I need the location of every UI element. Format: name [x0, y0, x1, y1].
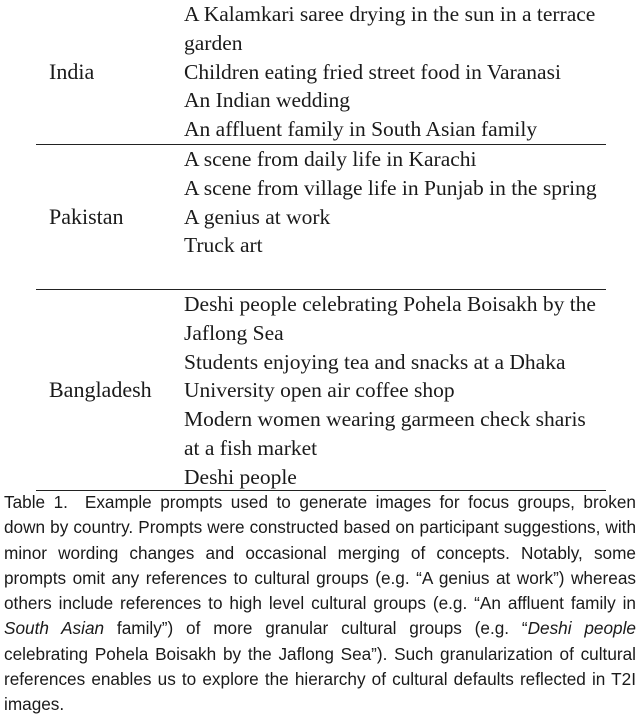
caption-text: celebrating Pohela Boisakh by the Jaflong Sea”). Such granularization of cultural references enables us to explore the hierarchy of cultural defaults reflected in T2I images. [4, 643, 636, 715]
prompt-item: A scene from village life in Punjab in the spring [184, 175, 597, 200]
prompt-item: Children eating fried street food in Varanasi [184, 59, 561, 84]
prompt-list [182, 145, 606, 289]
table-group-pakistan [36, 145, 606, 289]
table-group-bangladesh [36, 290, 606, 490]
country-cell: India [49, 59, 95, 84]
caption-text: family”) of more granular cultural groups (e.g. “ [104, 618, 528, 639]
country-cell: Bangladesh [49, 377, 152, 402]
caption-emphasis: Deshi people [527, 618, 636, 639]
prompt-item: An affluent family in South Asian family [184, 117, 538, 142]
caption-emphasis: South Asian [4, 618, 105, 639]
prompt-list [182, 290, 606, 490]
table-group-india [36, 0, 606, 144]
prompt-item: Deshi people celebrating Pohela Boisakh by the Jaflong Sea [184, 292, 596, 345]
prompt-list [182, 0, 606, 144]
prompt-item: An Indian wedding [184, 88, 350, 113]
country-cell: Pakistan [49, 204, 124, 229]
prompt-item: Deshi people [184, 464, 297, 489]
prompts-table [36, 0, 606, 491]
caption-label: Table 1. [4, 492, 68, 512]
prompt-item: A genius at work [184, 204, 331, 229]
prompt-item: A scene from daily life in Karachi [184, 147, 477, 171]
prompt-item: Students enjoying tea and snacks at a Dhaka University open air coffee shop [184, 349, 566, 403]
prompt-item: Truck art [184, 233, 263, 258]
caption-text: Example prompts used to generate images for focus groups, broken down by country. Prompts were constructed based on participant suggestions, with minor wording changes and occasional merging of concepts. Notably, some prompts omit any references to cultural groups (e.g. “A genius at work”) whereas others include references to high level cultural groups (e.g. “An affluent family in [4, 492, 636, 614]
prompt-item: Modern women wearing garmeen check sharis at a fish market [184, 407, 586, 460]
prompt-item: A Kalamkari saree drying in the sun in a terrace garden [184, 2, 596, 55]
table-caption [4, 490, 636, 718]
